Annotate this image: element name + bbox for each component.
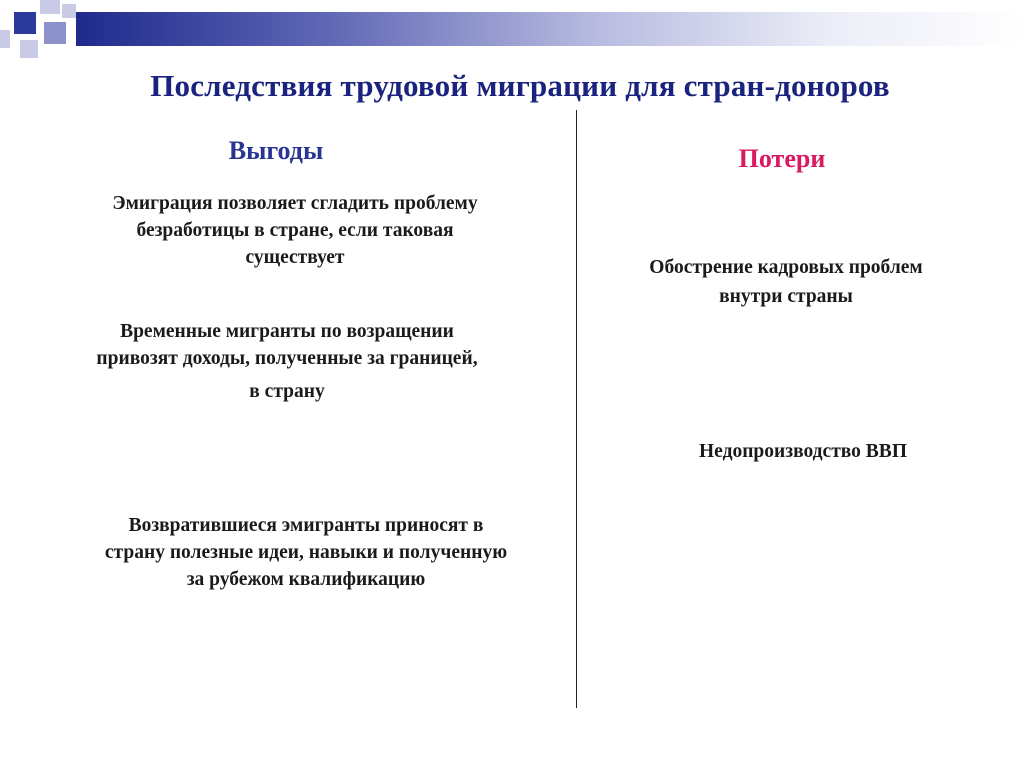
benefit-item: [56, 512, 556, 593]
decor-square-3: [44, 22, 66, 44]
benefit-item-line: Временные мигранты по возращении: [120, 321, 454, 342]
benefit-item-line: за рубежом квалификацию: [186, 569, 426, 590]
loss-item-line: внутри страны: [719, 286, 853, 307]
decor-square-4: [20, 40, 38, 58]
benefit-item: [60, 190, 530, 271]
slide-title: Последствия трудовой миграции для стран-доноров: [150, 68, 890, 103]
loss-item-line: Обострение кадровых проблем: [649, 257, 923, 278]
loss-item-line: Недопроизводство ВВП: [699, 441, 907, 462]
decor-square-1: [14, 12, 36, 34]
header-gradient-bar: [76, 12, 1024, 46]
benefit-item-line: в страну: [249, 381, 325, 402]
column-divider: [576, 110, 577, 708]
benefit-item-line: Эмиграция позволяет сгладить проблему: [112, 193, 478, 214]
loss-item: [606, 254, 966, 310]
decor-square-2: [40, 0, 60, 14]
decor-square-5: [62, 4, 76, 18]
losses-heading: Потери: [738, 144, 826, 173]
benefits-heading: Выгоды: [228, 136, 324, 165]
benefit-item: [52, 318, 522, 405]
decor-square-6: [0, 30, 10, 48]
benefit-item-line: привозят доходы, полученные за границей,: [96, 348, 478, 369]
benefit-item-line: безработицы в стране, если таковая: [136, 220, 454, 241]
loss-item: [640, 438, 966, 465]
benefit-item-line: Возвратившиеся эмигранты приносят в: [128, 515, 484, 536]
benefit-item-line: существует: [245, 247, 345, 268]
benefit-item-line: страну полезные идеи, навыки и полученную: [104, 542, 508, 563]
